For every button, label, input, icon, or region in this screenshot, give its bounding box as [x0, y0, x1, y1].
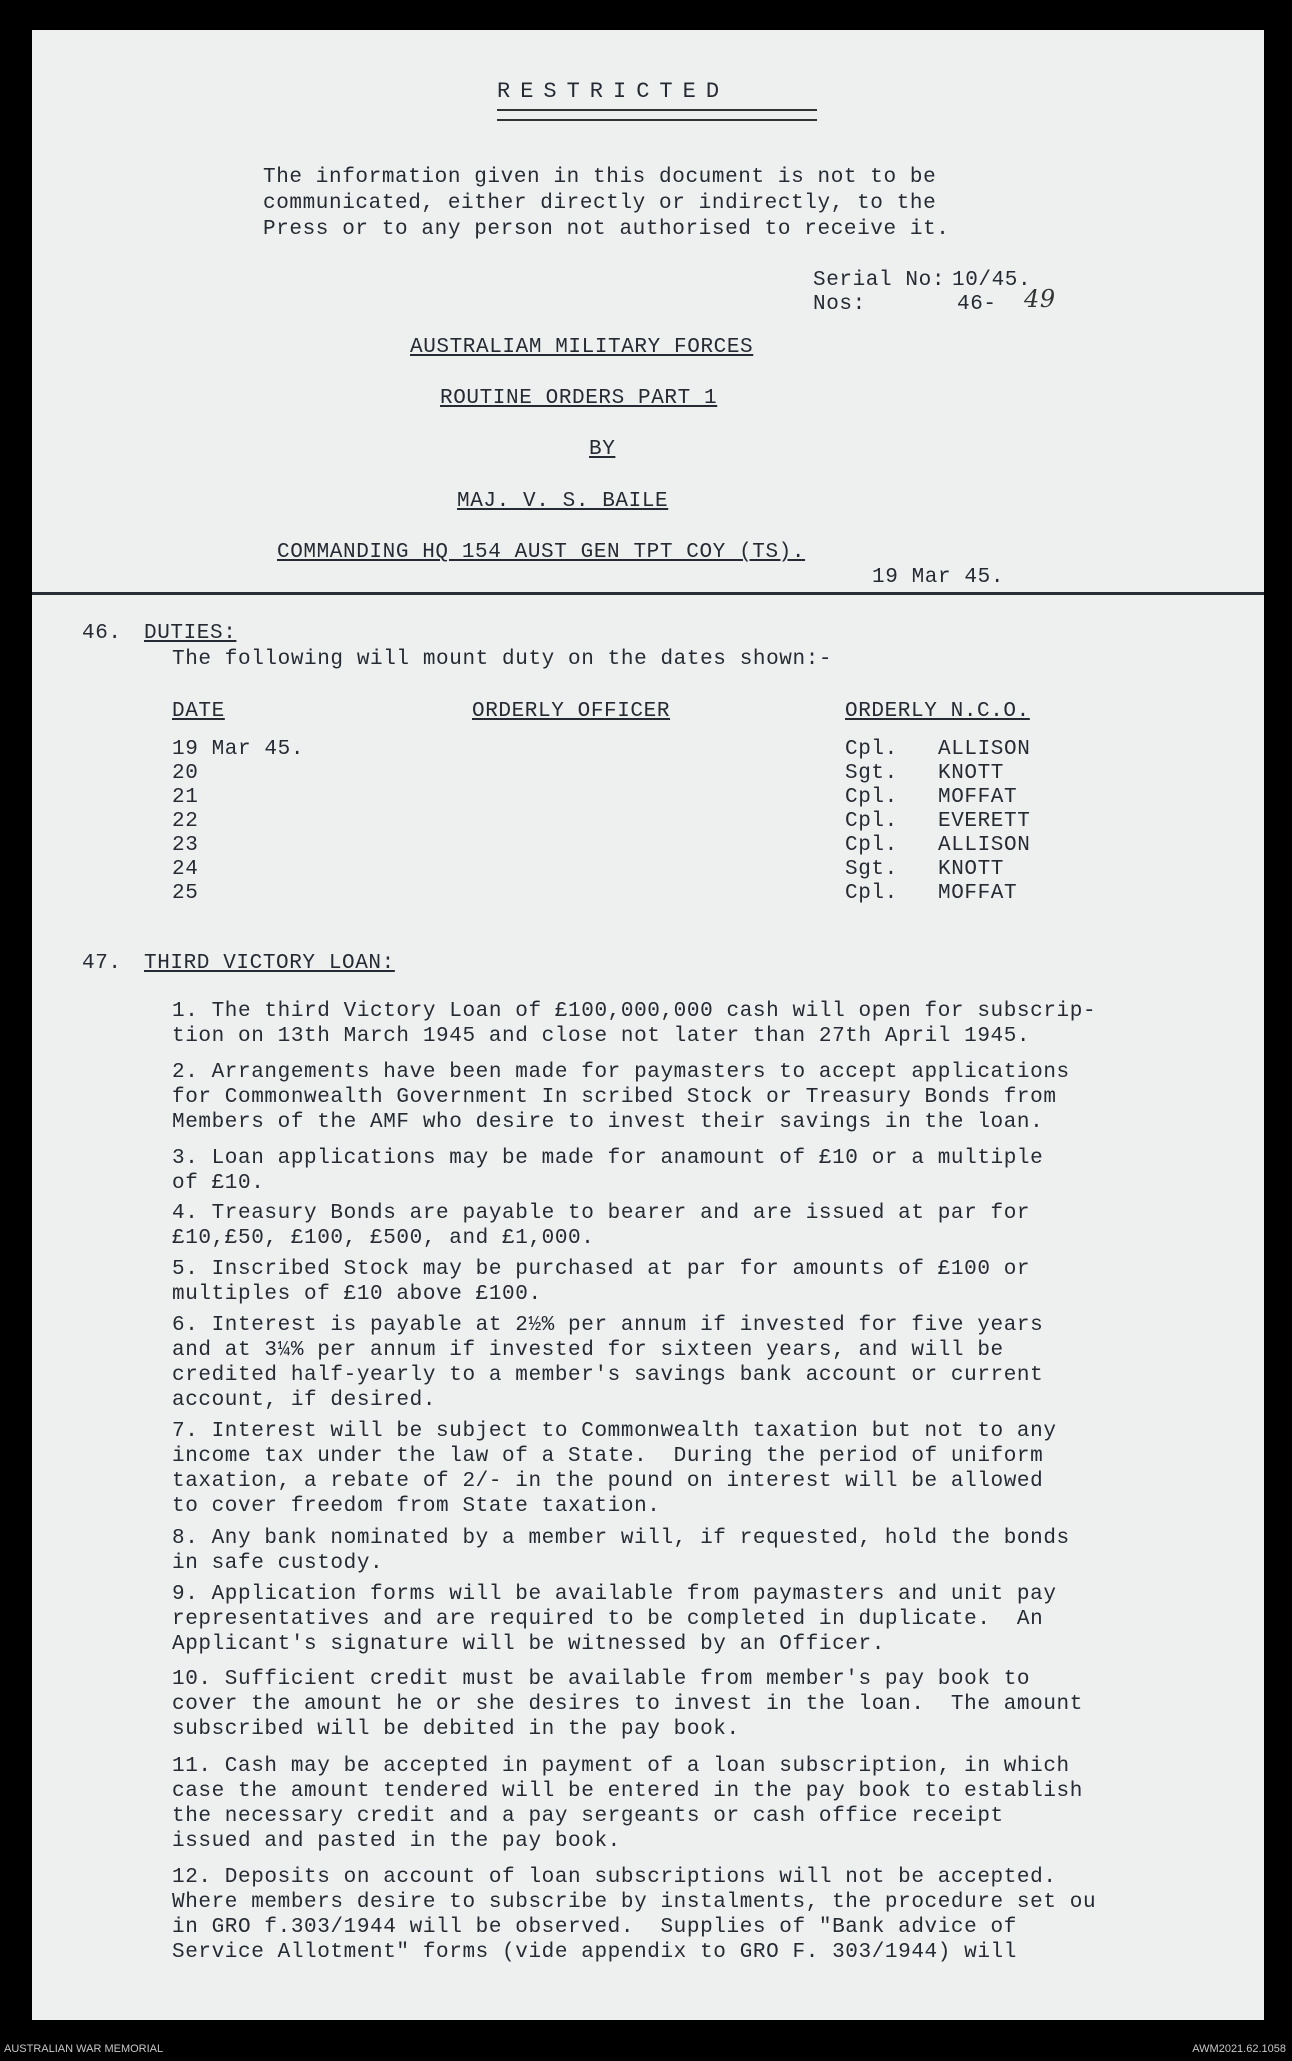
roster-name: KNOTT	[938, 762, 1005, 785]
section-title-duties: DUTIES:	[144, 622, 237, 645]
roster-rank: Cpl.	[845, 810, 898, 833]
roster-name: ALLISON	[938, 834, 1031, 857]
serial-value: 10/45.	[952, 269, 1032, 292]
loan-paragraph-line: subscribed will be debited in the pay book.	[172, 1718, 740, 1741]
roster-date: 21	[172, 786, 199, 809]
roster-date: 24	[172, 858, 199, 881]
roster-name: ALLISON	[938, 738, 1031, 761]
column-header-date: DATE	[172, 700, 225, 723]
section-title-loan: THIRD VICTORY LOAN:	[144, 952, 395, 975]
loan-paragraph-line: 7. Interest will be subject to Commonwealth taxation but not to any	[172, 1420, 1057, 1443]
loan-paragraph-line: tion on 13th March 1945 and close not later than 27th April 1945.	[172, 1025, 1031, 1048]
footer-accession-number: AWM2021.62.1058	[1192, 2043, 1286, 2055]
loan-paragraph-line: and at 3¼% per annum if invested for sixteen years, and will be	[172, 1339, 1004, 1362]
document-page	[32, 30, 1264, 2020]
roster-rank: Cpl.	[845, 834, 898, 857]
force-title: AUSTRALIAM MILITARY FORCES	[410, 336, 754, 359]
roster-rank: Cpl.	[845, 786, 898, 809]
classification-heading: RESTRICTED	[497, 79, 730, 104]
loan-paragraph-line: 2. Arrangements have been made for paymasters to accept applications	[172, 1061, 1070, 1084]
loan-paragraph-line: 6. Interest is payable at 2½% per annum if invested for five years	[172, 1314, 1044, 1337]
loan-paragraph-line: 3. Loan applications may be made for anamount of £10 or a multiple	[172, 1147, 1044, 1170]
loan-paragraph-line: for Commonwealth Government In scribed Stock or Treasury Bonds from	[172, 1086, 1057, 1109]
command-title: COMMANDING HQ 154 AUST GEN TPT COY (TS).	[277, 541, 806, 564]
order-date: 19 Mar 45.	[872, 566, 1005, 589]
loan-paragraph-line: 8. Any bank nominated by a member will, if requested, hold the bonds	[172, 1527, 1070, 1550]
loan-paragraph-line: of £10.	[172, 1172, 265, 1195]
column-header-orderly-officer: ORDERLY OFFICER	[472, 700, 671, 723]
loan-paragraph-line: 4. Treasury Bonds are payable to bearer and are issued at par for	[172, 1202, 1031, 1225]
loan-paragraph-line: 12. Deposits on account of loan subscriptions will not be accepted.	[172, 1866, 1057, 1889]
header-divider	[32, 592, 1264, 595]
loan-paragraph-line: the necessary credit and a pay sergeants or cash office receipt	[172, 1805, 1004, 1828]
roster-name: EVERETT	[938, 810, 1031, 833]
loan-paragraph-line: in GRO f.303/1944 will be observed. Supplies of "Bank advice of	[172, 1916, 1017, 1939]
loan-paragraph-line: issued and pasted in the pay book.	[172, 1830, 621, 1853]
roster-date: 20	[172, 762, 199, 785]
notice-line: The information given in this document is not to be	[263, 166, 937, 189]
roster-date: 22	[172, 810, 199, 833]
loan-paragraph-line: Applicant's signature will be witnessed by an Officer.	[172, 1633, 885, 1656]
roster-date: 25	[172, 882, 199, 905]
notice-line: Press or to any person not authorised to receive it.	[263, 218, 950, 241]
officer-name: MAJ. V. S. BAILE	[457, 490, 669, 513]
loan-paragraph-line: in safe custody.	[172, 1552, 384, 1575]
roster-date: 23	[172, 834, 199, 857]
loan-paragraph-line: Service Allotment" forms (vide appendix to GRO F. 303/1944) will	[172, 1941, 1017, 1964]
roster-rank: Cpl.	[845, 882, 898, 905]
loan-paragraph-line: 5. Inscribed Stock may be purchased at par for amounts of £100 or	[172, 1258, 1031, 1281]
column-header-orderly-nco: ORDERLY N.C.O.	[845, 700, 1030, 723]
roster-name: KNOTT	[938, 858, 1005, 881]
loan-paragraph-line: Where members desire to subscribe by instalments, the procedure set ou	[172, 1891, 1097, 1914]
loan-paragraph-line: case the amount tendered will be entered in the pay book to establish	[172, 1780, 1083, 1803]
roster-rank: Sgt.	[845, 762, 898, 785]
serial-label: Serial No:	[813, 269, 946, 292]
roster-rank: Cpl.	[845, 738, 898, 761]
section-number: 46.	[82, 622, 122, 645]
roster-date: 19 Mar 45.	[172, 738, 305, 761]
loan-paragraph-line: credited half-yearly to a member's savings bank account or current	[172, 1364, 1044, 1387]
by-label: BY	[589, 438, 616, 461]
nos-value: 46-	[957, 293, 997, 316]
roster-name: MOFFAT	[938, 786, 1018, 809]
loan-paragraph-line: 9. Application forms will be available from paymasters and unit pay	[172, 1583, 1057, 1606]
loan-paragraph-line: multiples of £10 above £100.	[172, 1283, 542, 1306]
loan-paragraph-line: cover the amount he or she desires to invest in the loan. The amount	[172, 1693, 1083, 1716]
loan-paragraph-line: 11. Cash may be accepted in payment of a loan subscription, in which	[172, 1755, 1070, 1778]
loan-paragraph-line: account, if desired.	[172, 1389, 437, 1412]
loan-paragraph-line: 1. The third Victory Loan of £100,000,000 cash will open for subscrip-	[172, 1000, 1097, 1023]
loan-paragraph-line: income tax under the law of a State. During the period of uniform	[172, 1445, 1044, 1468]
loan-paragraph-line: 10. Sufficient credit must be available from member's pay book to	[172, 1668, 1031, 1691]
loan-paragraph-line: £10,£50, £100, £500, and £1,000.	[172, 1227, 595, 1250]
notice-line: communicated, either directly or indirectly, to the	[263, 192, 937, 215]
classification-double-underline	[497, 109, 817, 121]
orders-title: ROUTINE ORDERS PART 1	[440, 387, 718, 410]
loan-paragraph-line: taxation, a rebate of 2/- in the pound on interest will be allowed	[172, 1470, 1044, 1493]
nos-label: Nos:	[813, 293, 866, 316]
roster-name: MOFFAT	[938, 882, 1018, 905]
section-number: 47.	[82, 952, 122, 975]
roster-rank: Sgt.	[845, 858, 898, 881]
footer-institution: AUSTRALIAN WAR MEMORIAL	[4, 2043, 164, 2055]
duties-intro: The following will mount duty on the dates shown:-	[172, 648, 833, 671]
loan-paragraph-line: Members of the AMF who desire to invest their savings in the loan.	[172, 1111, 1044, 1134]
loan-paragraph-line: to cover freedom from State taxation.	[172, 1495, 661, 1518]
nos-handwritten: 49	[1024, 285, 1056, 313]
loan-paragraph-line: representatives and are required to be completed in duplicate. An	[172, 1608, 1044, 1631]
